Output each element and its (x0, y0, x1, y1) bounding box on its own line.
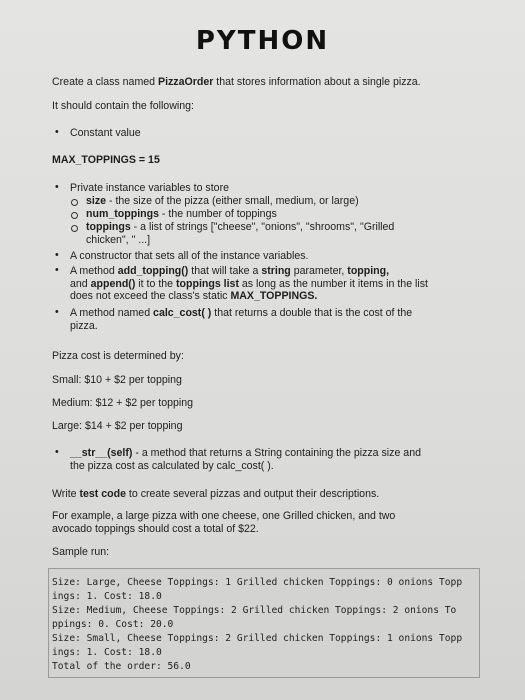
output-line: Total of the order: 56.0 (52, 661, 191, 672)
bullet-dot: • (55, 126, 59, 138)
bold-text: MAX_TOPPINGS. (230, 290, 318, 303)
sub-bullet-icon (71, 212, 78, 219)
var-name: num_toppings (86, 208, 159, 220)
price-small: Small: $10 + $2 per topping (52, 374, 182, 386)
text: the pizza cost as calculated by calc_cost( ). (70, 459, 274, 472)
var-desc-cont: chicken", " ...] (86, 233, 151, 246)
bold-text: topping, (347, 265, 390, 277)
text: that will take a (188, 265, 262, 277)
text: pizza. (70, 319, 98, 332)
bold-text: test code (79, 488, 126, 500)
calc-cost-item (70, 307, 475, 332)
intro-line-1 (52, 76, 421, 89)
str-method-item (70, 447, 475, 472)
sub-bullet-icon (71, 225, 78, 232)
constant-bullet: Constant value (70, 127, 141, 139)
bold-text: append() (90, 277, 136, 290)
num-toppings-var (86, 208, 466, 221)
constant-value (52, 154, 160, 167)
output-line: ings: 1. Cost: 18.0 (52, 591, 162, 602)
bullet-dot: • (55, 249, 59, 261)
text: as long as the number it items in the list (238, 277, 428, 290)
text: it to the (135, 277, 176, 290)
class-name: PizzaOrder (158, 76, 214, 88)
text: that returns a double that is the cost of the (211, 307, 413, 319)
output-line: ings: 1. Cost: 18.0 (52, 647, 162, 658)
bullet-dot: • (55, 446, 59, 458)
intro-text-post: that stores information about a single pizza. (213, 76, 421, 88)
private-vars-heading: Private instance variables to store (70, 182, 229, 194)
sub-bullet-icon (71, 199, 78, 206)
page-title: PYTHON (195, 26, 330, 56)
intro-line-2: It should contain the following: (52, 100, 194, 112)
text: Write (52, 488, 80, 500)
var-name: toppings (86, 221, 131, 233)
method-name: __str__(self) (70, 447, 133, 459)
text: avocado toppings should cost a total of $22. (52, 523, 259, 535)
bullet-dot: • (55, 306, 59, 318)
price-medium: Medium: $12 + $2 per topping (52, 397, 194, 409)
bullet-dot: • (55, 264, 59, 276)
price-large: Large: $14 + $2 per topping (52, 420, 183, 432)
pricing-heading: Pizza cost is determined by: (52, 350, 184, 362)
output-line: Size: Large, Cheese Toppings: 1 Grilled chicken Toppings: 0 onions Topp (52, 577, 463, 588)
add-topping-item (70, 265, 475, 303)
bullet-dot: • (55, 181, 59, 193)
text: A method named (70, 307, 154, 319)
sample-label: Sample run: (52, 546, 110, 558)
output-line: ppings: 0. Cost: 20.0 (52, 619, 174, 630)
test-instruction (52, 488, 379, 501)
constructor-item: A constructor that sets all of the instance variables. (70, 250, 309, 262)
text: to create several pizzas and output their descriptions. (125, 488, 380, 500)
text: A method (70, 265, 118, 277)
bold-text: toppings list (176, 277, 239, 290)
intro-text: Create a class named (52, 76, 158, 88)
text: and (70, 277, 91, 290)
toppings-var (86, 221, 466, 246)
text: does not exceed the class's static (70, 290, 231, 303)
max-toppings-constant: MAX_TOPPINGS = 15 (52, 154, 160, 166)
text: parameter, (290, 265, 348, 277)
method-name: add_topping() (117, 265, 189, 277)
text: - a method that returns a String containing the pizza size and (132, 447, 421, 459)
var-name: size (86, 195, 107, 207)
size-var (86, 195, 466, 208)
var-desc: - the size of the pizza (either small, medium, or large) (106, 195, 359, 207)
output-line: Size: Small, Cheese Toppings: 2 Grilled chicken Toppings: 1 onions Topp (52, 633, 463, 644)
var-desc: - the number of toppings (158, 208, 277, 220)
bold-text: string (261, 265, 291, 277)
output-line: Size: Medium, Cheese Toppings: 2 Grilled chicken Toppings: 2 onions To (52, 605, 457, 616)
text: For example, a large pizza with one cheese, one Grilled chicken, and two (52, 510, 396, 522)
example-text (52, 510, 395, 536)
method-name: calc_cost( ) (153, 307, 212, 319)
var-desc: - a list of strings ["cheese", "onions", "shrooms", "Grilled (130, 221, 395, 233)
